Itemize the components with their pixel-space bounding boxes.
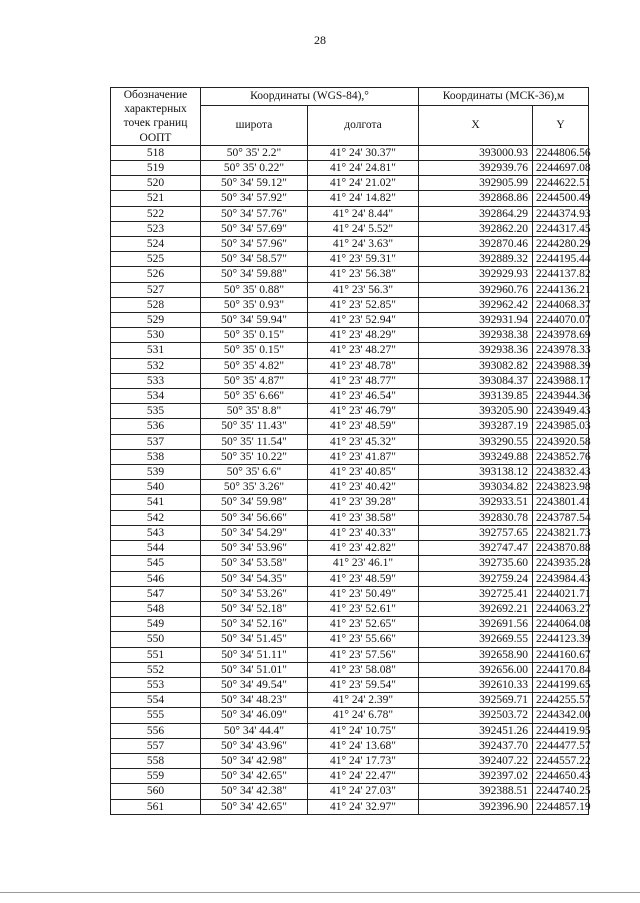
coordinates-table bbox=[110, 87, 589, 815]
header-point-line: Обозначение bbox=[123, 89, 188, 101]
cell-longitude: 41° 23' 55.66" bbox=[308, 632, 419, 647]
cell-longitude: 41° 23' 48.29" bbox=[308, 328, 419, 343]
cell-latitude: 50° 34' 52.16" bbox=[201, 617, 308, 632]
cell-y: 2243787.54 bbox=[533, 510, 589, 525]
page-number: 28 bbox=[314, 33, 326, 47]
cell-x: 393249.88 bbox=[419, 449, 533, 464]
cell-longitude: 41° 24' 30.37" bbox=[308, 145, 419, 160]
cell-point-number: 526 bbox=[111, 267, 201, 282]
cell-latitude: 50° 34' 54.35" bbox=[201, 571, 308, 586]
table-row bbox=[111, 677, 589, 692]
cell-longitude: 41° 23' 40.85" bbox=[308, 465, 419, 480]
header-latitude: широта bbox=[201, 105, 308, 145]
table-row bbox=[111, 358, 589, 373]
table-row bbox=[111, 465, 589, 480]
cell-point-number: 557 bbox=[111, 738, 201, 753]
cell-longitude: 41° 23' 38.58" bbox=[308, 510, 419, 525]
cell-point-number: 522 bbox=[111, 206, 201, 221]
table-row bbox=[111, 434, 589, 449]
cell-y: 2243944.36 bbox=[533, 389, 589, 404]
cell-latitude: 50° 34' 51.11" bbox=[201, 647, 308, 662]
table-row bbox=[111, 480, 589, 495]
cell-longitude: 41° 23' 46.54" bbox=[308, 389, 419, 404]
cell-point-number: 553 bbox=[111, 677, 201, 692]
table-row bbox=[111, 161, 589, 176]
cell-point-number: 550 bbox=[111, 632, 201, 647]
cell-y: 2244064.08 bbox=[533, 617, 589, 632]
cell-x: 392939.76 bbox=[419, 161, 533, 176]
cell-latitude: 50° 34' 57.69" bbox=[201, 221, 308, 236]
cell-x: 392388.51 bbox=[419, 784, 533, 799]
table-row bbox=[111, 495, 589, 510]
cell-latitude: 50° 34' 46.09" bbox=[201, 708, 308, 723]
cell-y: 2244160.67 bbox=[533, 647, 589, 662]
cell-x: 392931.94 bbox=[419, 313, 533, 328]
table-row bbox=[111, 571, 589, 586]
cell-latitude: 50° 34' 59.12" bbox=[201, 176, 308, 191]
cell-x: 392669.55 bbox=[419, 632, 533, 647]
cell-x: 392862.20 bbox=[419, 221, 533, 236]
cell-x: 392569.71 bbox=[419, 693, 533, 708]
cell-x: 392658.90 bbox=[419, 647, 533, 662]
cell-latitude: 50° 34' 57.96" bbox=[201, 237, 308, 252]
cell-point-number: 540 bbox=[111, 480, 201, 495]
cell-latitude: 50° 35' 0.88" bbox=[201, 282, 308, 297]
cell-y: 2243935.28 bbox=[533, 556, 589, 571]
cell-x: 393138.12 bbox=[419, 465, 533, 480]
cell-latitude: 50° 35' 2.2" bbox=[201, 145, 308, 160]
cell-y: 2244068.37 bbox=[533, 297, 589, 312]
table-row bbox=[111, 662, 589, 677]
cell-longitude: 41° 24' 10.75" bbox=[308, 723, 419, 738]
table-row bbox=[111, 206, 589, 221]
cell-latitude: 50° 34' 42.65" bbox=[201, 799, 308, 814]
cell-latitude: 50° 34' 42.38" bbox=[201, 784, 308, 799]
cell-y: 2244477.57 bbox=[533, 738, 589, 753]
cell-latitude: 50° 34' 49.54" bbox=[201, 677, 308, 692]
cell-y: 2243978.69 bbox=[533, 328, 589, 343]
cell-y: 2244255.57 bbox=[533, 693, 589, 708]
cell-x: 392503.72 bbox=[419, 708, 533, 723]
cell-point-number: 520 bbox=[111, 176, 201, 191]
table-body bbox=[111, 145, 589, 814]
cell-latitude: 50° 35' 0.22" bbox=[201, 161, 308, 176]
cell-x: 392864.29 bbox=[419, 206, 533, 221]
cell-latitude: 50° 35' 0.15" bbox=[201, 343, 308, 358]
cell-latitude: 50° 35' 0.15" bbox=[201, 328, 308, 343]
cell-y: 2243988.39 bbox=[533, 358, 589, 373]
cell-x: 392929.93 bbox=[419, 267, 533, 282]
cell-longitude: 41° 24' 24.81" bbox=[308, 161, 419, 176]
cell-y: 2243801.41 bbox=[533, 495, 589, 510]
cell-longitude: 41° 23' 42.82" bbox=[308, 541, 419, 556]
header-y: Y bbox=[533, 105, 589, 145]
cell-x: 392747.47 bbox=[419, 541, 533, 556]
table-row bbox=[111, 541, 589, 556]
cell-x: 392868.86 bbox=[419, 191, 533, 206]
cell-latitude: 50° 34' 52.18" bbox=[201, 601, 308, 616]
cell-point-number: 534 bbox=[111, 389, 201, 404]
table-row bbox=[111, 343, 589, 358]
cell-y: 2244070.07 bbox=[533, 313, 589, 328]
cell-point-number: 544 bbox=[111, 541, 201, 556]
cell-point-number: 523 bbox=[111, 221, 201, 236]
cell-y: 2244500.49 bbox=[533, 191, 589, 206]
cell-y: 2243920.58 bbox=[533, 434, 589, 449]
cell-latitude: 50° 34' 59.88" bbox=[201, 267, 308, 282]
cell-point-number: 542 bbox=[111, 510, 201, 525]
cell-longitude: 41° 23' 39.28" bbox=[308, 495, 419, 510]
cell-x: 392407.22 bbox=[419, 753, 533, 768]
cell-latitude: 50° 34' 42.98" bbox=[201, 753, 308, 768]
cell-longitude: 41° 24' 2.39" bbox=[308, 693, 419, 708]
cell-x: 393287.19 bbox=[419, 419, 533, 434]
cell-x: 392830.78 bbox=[419, 510, 533, 525]
cell-x: 393000.93 bbox=[419, 145, 533, 160]
cell-y: 2243823.98 bbox=[533, 480, 589, 495]
table-row bbox=[111, 237, 589, 252]
cell-x: 392451.26 bbox=[419, 723, 533, 738]
cell-longitude: 41° 23' 46.79" bbox=[308, 404, 419, 419]
cell-latitude: 50° 35' 6.66" bbox=[201, 389, 308, 404]
cell-y: 2244021.71 bbox=[533, 586, 589, 601]
cell-x: 392960.76 bbox=[419, 282, 533, 297]
cell-y: 2244622.51 bbox=[533, 176, 589, 191]
cell-y: 2244170.84 bbox=[533, 662, 589, 677]
cell-longitude: 41° 24' 21.02" bbox=[308, 176, 419, 191]
cell-point-number: 535 bbox=[111, 404, 201, 419]
cell-x: 392437.70 bbox=[419, 738, 533, 753]
cell-point-number: 532 bbox=[111, 358, 201, 373]
cell-latitude: 50° 34' 57.76" bbox=[201, 206, 308, 221]
cell-x: 392396.90 bbox=[419, 799, 533, 814]
table-row bbox=[111, 784, 589, 799]
cell-point-number: 531 bbox=[111, 343, 201, 358]
cell-latitude: 50° 34' 44.4" bbox=[201, 723, 308, 738]
cell-y: 2243984.43 bbox=[533, 571, 589, 586]
cell-longitude: 41° 23' 52.61" bbox=[308, 601, 419, 616]
cell-longitude: 41° 23' 56.38" bbox=[308, 267, 419, 282]
cell-longitude: 41° 23' 46.1" bbox=[308, 556, 419, 571]
table-row bbox=[111, 404, 589, 419]
table-row bbox=[111, 753, 589, 768]
cell-latitude: 50° 34' 58.57" bbox=[201, 252, 308, 267]
cell-latitude: 50° 34' 57.92" bbox=[201, 191, 308, 206]
cell-x: 392610.33 bbox=[419, 677, 533, 692]
table-row bbox=[111, 221, 589, 236]
cell-y: 2244650.43 bbox=[533, 769, 589, 784]
cell-x: 392692.21 bbox=[419, 601, 533, 616]
cell-latitude: 50° 35' 10.22" bbox=[201, 449, 308, 464]
cell-latitude: 50° 35' 0.93" bbox=[201, 297, 308, 312]
cell-x: 392397.02 bbox=[419, 769, 533, 784]
cell-latitude: 50° 35' 3.26" bbox=[201, 480, 308, 495]
cell-longitude: 41° 24' 8.44" bbox=[308, 206, 419, 221]
cell-y: 2244123.39 bbox=[533, 632, 589, 647]
cell-longitude: 41° 23' 58.08" bbox=[308, 662, 419, 677]
cell-point-number: 518 bbox=[111, 145, 201, 160]
cell-y: 2244806.56 bbox=[533, 145, 589, 160]
table-row bbox=[111, 419, 589, 434]
cell-y: 2243988.17 bbox=[533, 373, 589, 388]
cell-y: 2244374.93 bbox=[533, 206, 589, 221]
cell-y: 2244063.27 bbox=[533, 601, 589, 616]
header-wgs84-group: Координаты (WGS-84),° bbox=[201, 88, 419, 106]
cell-point-number: 559 bbox=[111, 769, 201, 784]
table-row bbox=[111, 252, 589, 267]
cell-longitude: 41° 23' 40.42" bbox=[308, 480, 419, 495]
cell-y: 2244857.19 bbox=[533, 799, 589, 814]
cell-latitude: 50° 34' 51.45" bbox=[201, 632, 308, 647]
cell-y: 2243978.33 bbox=[533, 343, 589, 358]
table-row bbox=[111, 282, 589, 297]
cell-longitude: 41° 23' 45.32" bbox=[308, 434, 419, 449]
cell-y: 2244199.65 bbox=[533, 677, 589, 692]
cell-y: 2243949.43 bbox=[533, 404, 589, 419]
cell-point-number: 529 bbox=[111, 313, 201, 328]
cell-x: 392938.36 bbox=[419, 343, 533, 358]
cell-latitude: 50° 34' 53.96" bbox=[201, 541, 308, 556]
cell-longitude: 41° 23' 50.49" bbox=[308, 586, 419, 601]
cell-point-number: 536 bbox=[111, 419, 201, 434]
cell-longitude: 41° 24' 32.97" bbox=[308, 799, 419, 814]
cell-point-number: 541 bbox=[111, 495, 201, 510]
cell-point-number: 556 bbox=[111, 723, 201, 738]
cell-y: 2244317.45 bbox=[533, 221, 589, 236]
cell-latitude: 50° 34' 56.66" bbox=[201, 510, 308, 525]
table-row bbox=[111, 176, 589, 191]
cell-x: 393084.37 bbox=[419, 373, 533, 388]
table-row bbox=[111, 328, 589, 343]
cell-y: 2244195.44 bbox=[533, 252, 589, 267]
cell-point-number: 547 bbox=[111, 586, 201, 601]
cell-latitude: 50° 35' 11.43" bbox=[201, 419, 308, 434]
cell-latitude: 50° 34' 42.65" bbox=[201, 769, 308, 784]
table-row bbox=[111, 556, 589, 571]
cell-longitude: 41° 24' 6.78" bbox=[308, 708, 419, 723]
cell-x: 392905.99 bbox=[419, 176, 533, 191]
cell-longitude: 41° 23' 59.31" bbox=[308, 252, 419, 267]
cell-latitude: 50° 34' 48.23" bbox=[201, 693, 308, 708]
table-row bbox=[111, 449, 589, 464]
header-point-line: точек границ bbox=[123, 117, 188, 130]
table-row bbox=[111, 708, 589, 723]
cell-point-number: 521 bbox=[111, 191, 201, 206]
cell-longitude: 41° 24' 14.82" bbox=[308, 191, 419, 206]
table-row bbox=[111, 632, 589, 647]
cell-latitude: 50° 34' 53.26" bbox=[201, 586, 308, 601]
cell-point-number: 527 bbox=[111, 282, 201, 297]
cell-longitude: 41° 24' 17.73" bbox=[308, 753, 419, 768]
cell-longitude: 41° 23' 57.56" bbox=[308, 647, 419, 662]
table-row bbox=[111, 389, 589, 404]
cell-point-number: 558 bbox=[111, 753, 201, 768]
cell-longitude: 41° 23' 59.54" bbox=[308, 677, 419, 692]
cell-latitude: 50° 34' 59.98" bbox=[201, 495, 308, 510]
cell-longitude: 41° 23' 40.33" bbox=[308, 525, 419, 540]
table-row bbox=[111, 799, 589, 814]
cell-point-number: 549 bbox=[111, 617, 201, 632]
header-longitude: долгота bbox=[308, 105, 419, 145]
table-row bbox=[111, 145, 589, 160]
cell-latitude: 50° 34' 59.94" bbox=[201, 313, 308, 328]
cell-longitude: 41° 23' 48.78" bbox=[308, 358, 419, 373]
table-row bbox=[111, 601, 589, 616]
cell-latitude: 50° 34' 43.96" bbox=[201, 738, 308, 753]
table-row bbox=[111, 191, 589, 206]
cell-longitude: 41° 23' 52.65" bbox=[308, 617, 419, 632]
cell-latitude: 50° 34' 54.29" bbox=[201, 525, 308, 540]
cell-y: 2244342.00 bbox=[533, 708, 589, 723]
table-row bbox=[111, 510, 589, 525]
cell-x: 393034.82 bbox=[419, 480, 533, 495]
cell-longitude: 41° 23' 52.94" bbox=[308, 313, 419, 328]
cell-point-number: 560 bbox=[111, 784, 201, 799]
cell-longitude: 41° 24' 22.47" bbox=[308, 769, 419, 784]
cell-y: 2244280.29 bbox=[533, 237, 589, 252]
table-row bbox=[111, 373, 589, 388]
cell-longitude: 41° 23' 52.85" bbox=[308, 297, 419, 312]
page-bottom-rule bbox=[0, 892, 640, 893]
cell-longitude: 41° 24' 27.03" bbox=[308, 784, 419, 799]
cell-x: 393139.85 bbox=[419, 389, 533, 404]
cell-longitude: 41° 24' 13.68" bbox=[308, 738, 419, 753]
cell-point-number: 539 bbox=[111, 465, 201, 480]
cell-point-number: 548 bbox=[111, 601, 201, 616]
cell-latitude: 50° 34' 51.01" bbox=[201, 662, 308, 677]
cell-longitude: 41° 23' 56.3" bbox=[308, 282, 419, 297]
cell-point-number: 545 bbox=[111, 556, 201, 571]
cell-point-number: 555 bbox=[111, 708, 201, 723]
table-row bbox=[111, 297, 589, 312]
cell-x: 392757.65 bbox=[419, 525, 533, 540]
cell-point-number: 552 bbox=[111, 662, 201, 677]
table-row bbox=[111, 723, 589, 738]
cell-longitude: 41° 23' 48.59" bbox=[308, 571, 419, 586]
cell-longitude: 41° 24' 5.52" bbox=[308, 221, 419, 236]
cell-x: 392962.42 bbox=[419, 297, 533, 312]
cell-x: 392938.38 bbox=[419, 328, 533, 343]
header-msk36-group: Координаты (МСК-36),м bbox=[419, 88, 589, 106]
table-row bbox=[111, 525, 589, 540]
cell-x: 392889.32 bbox=[419, 252, 533, 267]
table-row bbox=[111, 617, 589, 632]
cell-longitude: 41° 23' 41.87" bbox=[308, 449, 419, 464]
cell-point-number: 525 bbox=[111, 252, 201, 267]
cell-latitude: 50° 35' 6.6" bbox=[201, 465, 308, 480]
cell-x: 392735.60 bbox=[419, 556, 533, 571]
cell-latitude: 50° 35' 4.87" bbox=[201, 373, 308, 388]
cell-x: 392933.51 bbox=[419, 495, 533, 510]
cell-longitude: 41° 23' 48.59" bbox=[308, 419, 419, 434]
table-row bbox=[111, 647, 589, 662]
table-row bbox=[111, 769, 589, 784]
cell-y: 2243832.43 bbox=[533, 465, 589, 480]
cell-x: 393290.55 bbox=[419, 434, 533, 449]
cell-y: 2243821.73 bbox=[533, 525, 589, 540]
cell-latitude: 50° 35' 8.8" bbox=[201, 404, 308, 419]
cell-x: 393205.90 bbox=[419, 404, 533, 419]
cell-latitude: 50° 35' 4.82" bbox=[201, 358, 308, 373]
cell-y: 2244419.95 bbox=[533, 723, 589, 738]
cell-point-number: 524 bbox=[111, 237, 201, 252]
cell-x: 392656.00 bbox=[419, 662, 533, 677]
cell-x: 393082.82 bbox=[419, 358, 533, 373]
cell-point-number: 543 bbox=[111, 525, 201, 540]
cell-y: 2244136.21 bbox=[533, 282, 589, 297]
cell-point-number: 537 bbox=[111, 434, 201, 449]
cell-point-number: 533 bbox=[111, 373, 201, 388]
cell-point-number: 538 bbox=[111, 449, 201, 464]
cell-latitude: 50° 34' 53.58" bbox=[201, 556, 308, 571]
cell-latitude: 50° 35' 11.54" bbox=[201, 434, 308, 449]
cell-point-number: 519 bbox=[111, 161, 201, 176]
header-point-line: характерных bbox=[124, 103, 187, 116]
cell-longitude: 41° 24' 3.63" bbox=[308, 237, 419, 252]
table-row bbox=[111, 586, 589, 601]
cell-longitude: 41° 23' 48.27" bbox=[308, 343, 419, 358]
cell-y: 2244137.82 bbox=[533, 267, 589, 282]
cell-point-number: 561 bbox=[111, 799, 201, 814]
cell-y: 2244740.25 bbox=[533, 784, 589, 799]
header-point-designation bbox=[111, 88, 201, 146]
header-x: X bbox=[419, 105, 533, 145]
header-point-line: ООПТ bbox=[139, 131, 172, 144]
cell-point-number: 528 bbox=[111, 297, 201, 312]
cell-point-number: 554 bbox=[111, 693, 201, 708]
table-row bbox=[111, 313, 589, 328]
cell-x: 392725.41 bbox=[419, 586, 533, 601]
cell-point-number: 546 bbox=[111, 571, 201, 586]
table-row bbox=[111, 267, 589, 282]
cell-y: 2243870.88 bbox=[533, 541, 589, 556]
cell-y: 2243852.76 bbox=[533, 449, 589, 464]
cell-longitude: 41° 23' 48.77" bbox=[308, 373, 419, 388]
cell-x: 392691.56 bbox=[419, 617, 533, 632]
cell-y: 2243985.03 bbox=[533, 419, 589, 434]
table-row bbox=[111, 738, 589, 753]
cell-point-number: 551 bbox=[111, 647, 201, 662]
cell-point-number: 530 bbox=[111, 328, 201, 343]
cell-y: 2244697.08 bbox=[533, 161, 589, 176]
cell-x: 392759.24 bbox=[419, 571, 533, 586]
cell-y: 2244557.22 bbox=[533, 753, 589, 768]
cell-x: 392870.46 bbox=[419, 237, 533, 252]
table-row bbox=[111, 693, 589, 708]
